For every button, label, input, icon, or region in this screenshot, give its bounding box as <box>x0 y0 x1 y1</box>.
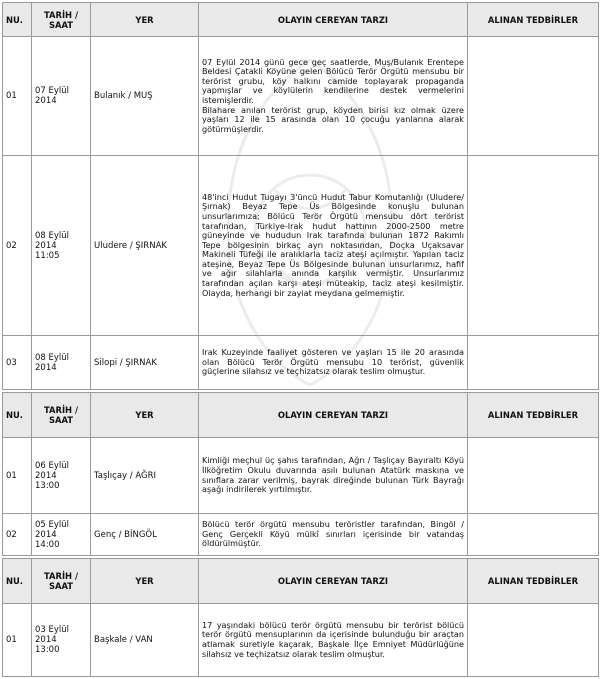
header-nu: NU. <box>3 3 32 37</box>
row-date: 06 Eylül 2014 13:00 <box>32 438 91 514</box>
table-row <box>3 156 599 336</box>
row-description: 17 yaşındaki bölücü terör örgütü mensubu bir terörist bölücü terör örgütü mensuplarının da içerisinde bulunduğu bir araçtan atlamak suretiyle kaçarak, Başkale İlçe Emniyet Müdürlüğüne silahsız ve teçhizatsız olarak teslim olmuştur. <box>199 604 468 677</box>
table-row <box>3 336 599 390</box>
header-nu: NU. <box>3 393 32 438</box>
row-tedbir <box>468 37 599 156</box>
header-tedbir: ALINAN TEDBİRLER <box>468 3 599 37</box>
header-tedbir: ALINAN TEDBİRLER <box>468 393 599 438</box>
row-date: 07 Eylül 2014 <box>32 37 91 156</box>
header-row <box>3 559 599 604</box>
header-tarih-saat: TARİH / SAAT <box>32 559 91 604</box>
row-yer: Silopi / ŞIRNAK <box>91 336 199 390</box>
row-nu: 02 <box>3 156 32 336</box>
table-row <box>3 37 599 156</box>
row-date: 05 Eylül 2014 14:00 <box>32 514 91 556</box>
table-row <box>3 604 599 677</box>
row-date: 08 Eylül 2014 <box>32 336 91 390</box>
row-tedbir <box>468 604 599 677</box>
incident-table-2 <box>2 392 599 556</box>
table-row <box>3 438 599 514</box>
header-tarih-saat: TARİH / SAAT <box>32 3 91 37</box>
header-row <box>3 3 599 37</box>
row-date: 03 Eylül 2014 13:00 <box>32 604 91 677</box>
header-olay: OLAYIN CEREYAN TARZI <box>199 3 468 37</box>
header-olay: OLAYIN CEREYAN TARZI <box>199 559 468 604</box>
incident-table-1 <box>2 2 599 390</box>
header-nu: NU. <box>3 559 32 604</box>
row-description: Irak Kuzeyinde faaliyet gösteren ve yaşları 15 ile 20 arasında olan Bölücü Terör Örgütü mensubu 10 terörist, güvenlik güçlerine silahsız ve teçhizatsız olarak teslim olmuştur. <box>199 336 468 390</box>
row-yer: Uludere / ŞIRNAK <box>91 156 199 336</box>
header-yer: YER <box>91 393 199 438</box>
header-yer: YER <box>91 3 199 37</box>
header-yer: YER <box>91 559 199 604</box>
row-nu: 02 <box>3 514 32 556</box>
header-row <box>3 393 599 438</box>
header-tedbir: ALINAN TEDBİRLER <box>468 559 599 604</box>
header-olay: OLAYIN CEREYAN TARZI <box>199 393 468 438</box>
row-description: Kimliği meçhul üç şahıs tarafından, Ağrı / Taşlıçay Bayıraltı Köyü İlköğretim Okulu duvarında asılı bulunan Atatürk maskına ve sınıflara zarar verilmiş, bayrak direğinde bulunan Türk Bayrağı aşağı indirilerek yırtılmıştır. <box>199 438 468 514</box>
row-description: 07 Eylül 2014 günü gece geç saatlerde, Muş/Bulanık Erentepe Beldesi Çatakli Köyüne gelen Bölücü Terör Örgütü mensubu bir terörist grubu, köy halkını camide toplayarak propaganda yapmışlar ve köylülerin kendilerine destek vermelerini istemişlerdir. Bilahare anılan terörist grup, köyden birisi kız olmak üzere yaşları 12 ile 15 arasında olan 10 çocuğu yanlarına alarak götürmüşlerdir. <box>199 37 468 156</box>
row-yer: Bulanık / MUŞ <box>91 37 199 156</box>
row-nu: 01 <box>3 438 32 514</box>
row-yer: Genç / BİNGÖL <box>91 514 199 556</box>
row-tedbir <box>468 156 599 336</box>
row-tedbir <box>468 438 599 514</box>
header-tarih-saat: TARİH / SAAT <box>32 393 91 438</box>
row-nu: 01 <box>3 37 32 156</box>
row-nu: 03 <box>3 336 32 390</box>
row-date: 08 Eylül 2014 11:05 <box>32 156 91 336</box>
row-nu: 01 <box>3 604 32 677</box>
incident-table-3 <box>2 558 599 677</box>
row-description: 48'inci Hudut Tugayı 3'üncü Hudut Tabur Komutanlığı (Uludere/Şırnak) Beyaz Tepe Üs Bölgesinde konuşlu bulunan unsurlarımıza; Bölücü Terör Örgütü mensubu dört terörist tarafından, Türkiye-Irak hudut hattının 2000-2500 metre güneyinde ve hududun Irak tarafında bulunan 1872 Rakımlı Tepe bölgesinin birkaç ayrı noktasından, Doçka Uçaksavar Makineli Tüfeği ile aralıklarla taciz ateşi açılmıştır. Yapılan taciz ateşine, Beyaz Tepe Üs Bölgesinde bulunan unsurlarımız, hafif ve ağır silahlarla anında karşılık vermiştir. Unsurlarımız tarafından açılan karşı ateşi müteakip, taciz ateşi kesilmiştir. Olayda, herhangi bir zayiat meydana gelmemiştir. <box>199 156 468 336</box>
row-yer: Taşlıçay / AĞRI <box>91 438 199 514</box>
table-row <box>3 514 599 556</box>
row-description: Bölücü terör örgütü mensubu teröristler tarafından, Bingöl / Genç Gerçekli Köyü mülkî sınırları içerisinde bir vatandaş öldürülmüştür. <box>199 514 468 556</box>
row-yer: Başkale / VAN <box>91 604 199 677</box>
row-tedbir <box>468 336 599 390</box>
row-tedbir <box>468 514 599 556</box>
